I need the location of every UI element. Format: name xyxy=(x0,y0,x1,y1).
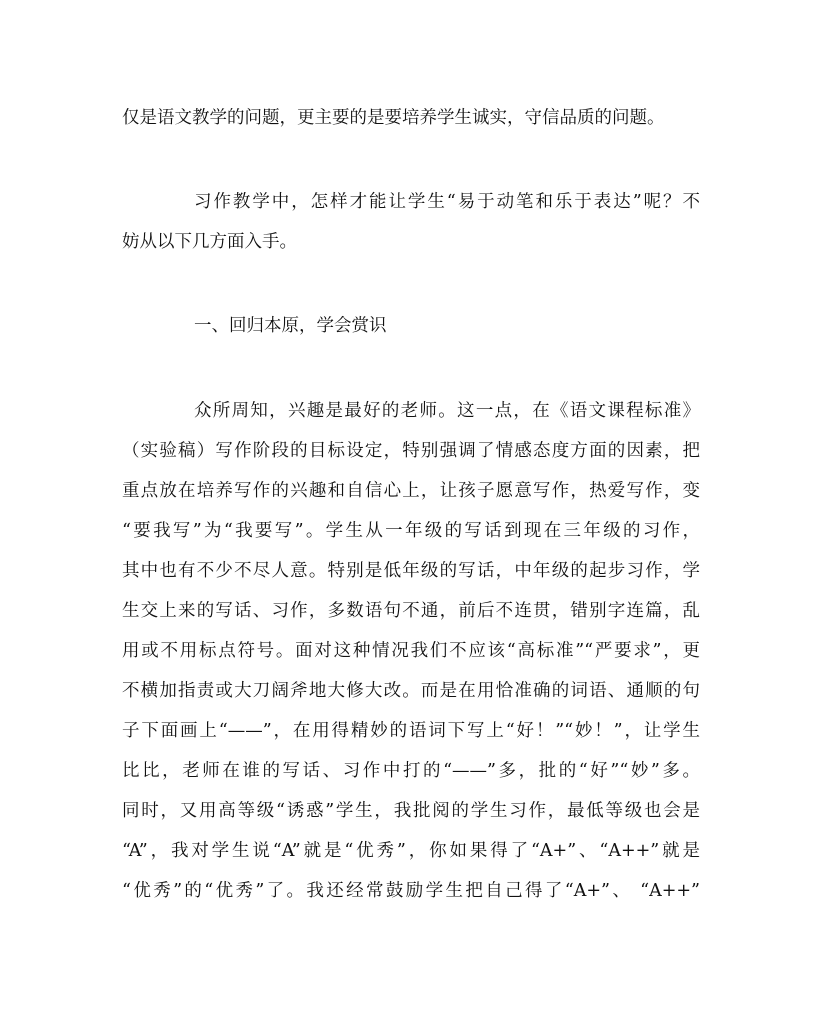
paragraph-line: 妨从以下几方面入手。 xyxy=(122,232,297,252)
paragraph-line: 其中也有不少不尽人意。特别是低年级的写话，中年级的起步习作，学 xyxy=(122,561,700,581)
paragraph-line: “A”，我对学生说“A”就是“优秀”，你如果得了“A+”、“A++”就是 xyxy=(122,841,700,861)
paragraph-line: 用或不用标点符号。面对这种情况我们不应该“高标准”“严要求”，更 xyxy=(122,641,700,661)
paragraph-line: “优秀”的“优秀”了。我还经常鼓励学生把自己得了“A+”、 “A++” xyxy=(122,881,700,901)
paragraph-line: 子下面画上“——”，在用得精妙的语词下写上“好！”“妙！”，让学生 xyxy=(122,721,700,741)
section-heading: 一、回归本原，学会赏识 xyxy=(194,316,387,336)
paragraph-line: 仅是语文教学的问题，更主要的是要培养学生诚实，守信品质的问题。 xyxy=(122,108,665,128)
paragraph-line: 习作教学中，怎样才能让学生“易于动笔和乐于表达”呢？不 xyxy=(194,192,700,212)
paragraph-line: 生交上来的写话、习作，多数语句不通，前后不连贯，错别字连篇，乱 xyxy=(122,601,700,621)
paragraph-line: “要我写”为“我要写”。学生从一年级的写话到现在三年级的习作， xyxy=(122,521,700,541)
paragraph-line: （实验稿）写作阶段的目标设定，特别强调了情感态度方面的因素，把 xyxy=(122,441,700,461)
paragraph-line: 众所周知，兴趣是最好的老师。这一点，在《语文课程标准》 xyxy=(194,401,700,421)
paragraph-line: 重点放在培养写作的兴趣和自信心上，让孩子愿意写作，热爱写作，变 xyxy=(122,481,700,501)
paragraph-line: 比比，老师在谁的写话、习作中打的“——”多，批的“好”“妙”多。 xyxy=(122,761,700,781)
paragraph-line: 同时，又用高等级“诱惑”学生，我批阅的学生习作，最低等级也会是 xyxy=(122,801,700,821)
paragraph-line: 不横加指责或大刀阔斧地大修大改。而是在用恰准确的词语、通顺的句 xyxy=(122,681,700,701)
